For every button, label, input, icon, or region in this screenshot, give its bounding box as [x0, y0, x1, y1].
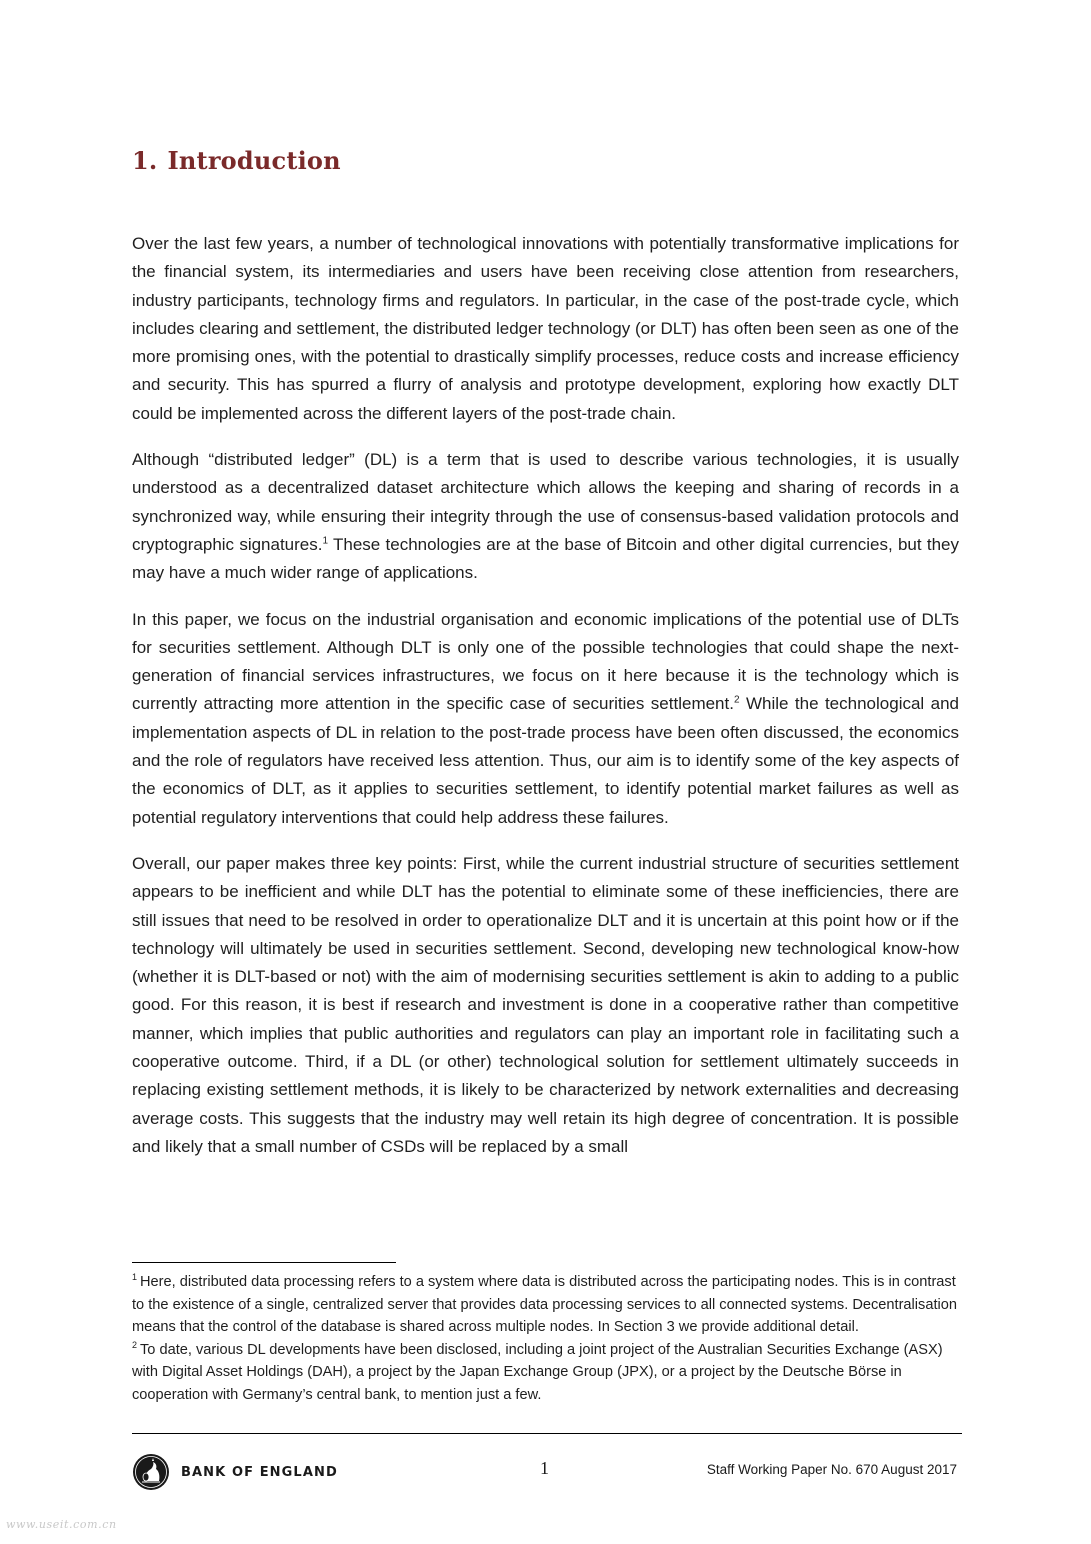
- page-number: 1: [540, 1458, 549, 1478]
- paragraph-2: [132, 446, 959, 587]
- watermark: www.useit.com.cn: [6, 1518, 117, 1531]
- footnotes: [132, 1271, 962, 1406]
- footnote-2: [132, 1339, 962, 1407]
- footnote-2-mark: 2: [132, 1339, 138, 1350]
- body-text: [132, 230, 959, 1179]
- bank-logo: [132, 1453, 338, 1491]
- paragraph-3-part-b: While the technological and implementation aspects of DL in relation to the post-trade process have been often discussed, the economics and the role of regulators have received less attention. Thus, our aim is to identify some of the key aspects of the economics of DLT, as it applies to securities settlement, to identify potential market failures as well as potential regulatory interventions that could help address these failures.: [132, 694, 959, 827]
- section-title-text: Introduction: [167, 146, 341, 175]
- footnote-ref-2: 2: [733, 694, 740, 706]
- footnote-2-text: To date, various DL developments have been disclosed, including a joint project of the Australian Securities Exchange (ASX) with Digital Asset Holdings (DAH), a project by the Japan Exchange Group (JPX), or a project by the Deutsche Börse in cooperation with Germany’s central bank, to mention just a few.: [132, 1341, 943, 1403]
- paragraph-1: Over the last few years, a number of technological innovations with potentially transformative implications for the financial system, its intermediaries and users have been receiving close attention from researchers, industry participants, technology firms and regulators. In particular, in the case of the post-trade cycle, which includes clearing and settlement, the distributed ledger technology (or DLT) has often been seen as one of the more promising ones, with the potential to drastically simplify processes, reduce costs and increase efficiency and security. This has spurred a flurry of analysis and prototype development, exploring how exactly DLT could be implemented across the different layers of the post-trade chain.: [132, 234, 959, 423]
- section-number: 1.: [132, 146, 158, 175]
- section-heading: [132, 146, 341, 175]
- paragraph-4: Overall, our paper makes three key points: First, while the current industrial structure of securities settlement appears to be inefficient and while DLT has the potential to eliminate some of these inefficiencies, there are still issues that need to be resolved in order to operationalize DLT and it is uncertain at this point how or if the technology will ultimately be used in securities settlement. Second, developing new technological know-how (whether it is DLT-based or not) with the aim of modernising securities settlement is akin to adding to a public good. For this reason, it is best if research and investment is done in a cooperative rather than competitive manner, which implies that public authorities and regulators can play an important role in facilitating such a cooperative outcome. Third, if a DL (or other) technological solution for settlement ultimately succeeds in replacing existing settlement methods, it is likely to be characterized by network externalities and decreasing average costs. This suggests that the industry may well retain its high degree of concentration. It is possible and likely that a small number of CSDs will be replaced by a small: [132, 853, 959, 1156]
- paragraph-2-part-b: These technologies are at the base of Bitcoin and other digital currencies, but they may have a much wider range of applications.: [132, 534, 960, 583]
- bank-name: BANK OF ENGLAND: [181, 1464, 338, 1480]
- footnote-ref-1: 1: [322, 535, 329, 547]
- footer-divider: [132, 1433, 962, 1434]
- britannia-seal-icon: [132, 1453, 170, 1491]
- footnote-1-text: Here, distributed data processing refers to a system where data is distributed across the participating nodes. This is in contrast to the existence of a single, centralized server that provides data processing services to all connected systems. Decentralisation means that the control of the database is shared across multiple nodes. In Section 3 we provide additional detail.: [132, 1274, 957, 1335]
- footnote-divider: [132, 1262, 396, 1263]
- paper-identifier: Staff Working Paper No. 670 August 2017: [706, 1462, 957, 1477]
- footnote-1-mark: 1: [132, 1272, 138, 1283]
- paragraph-3: [132, 606, 959, 832]
- footnote-1: [132, 1271, 962, 1339]
- paragraph-2-part-a: Although “distributed ledger” (DL) is a term that is used to describe various technologies, it is usually understood as a decentralized dataset architecture which allows the keeping and sharing of records in a synchronized way, while ensuring their integrity through the use of consensus-based validation protocols and cryptographic signatures.: [132, 450, 959, 554]
- paragraph-3-part-a: In this paper, we focus on the industrial organisation and economic implications of the potential use of DLTs for securities settlement. Although DLT is only one of the possible technologies that could shape the next-generation of financial services infrastructures, we focus on it here because it is the technology which is currently attracting more attention in the specific case of securities settlement.: [132, 609, 959, 714]
